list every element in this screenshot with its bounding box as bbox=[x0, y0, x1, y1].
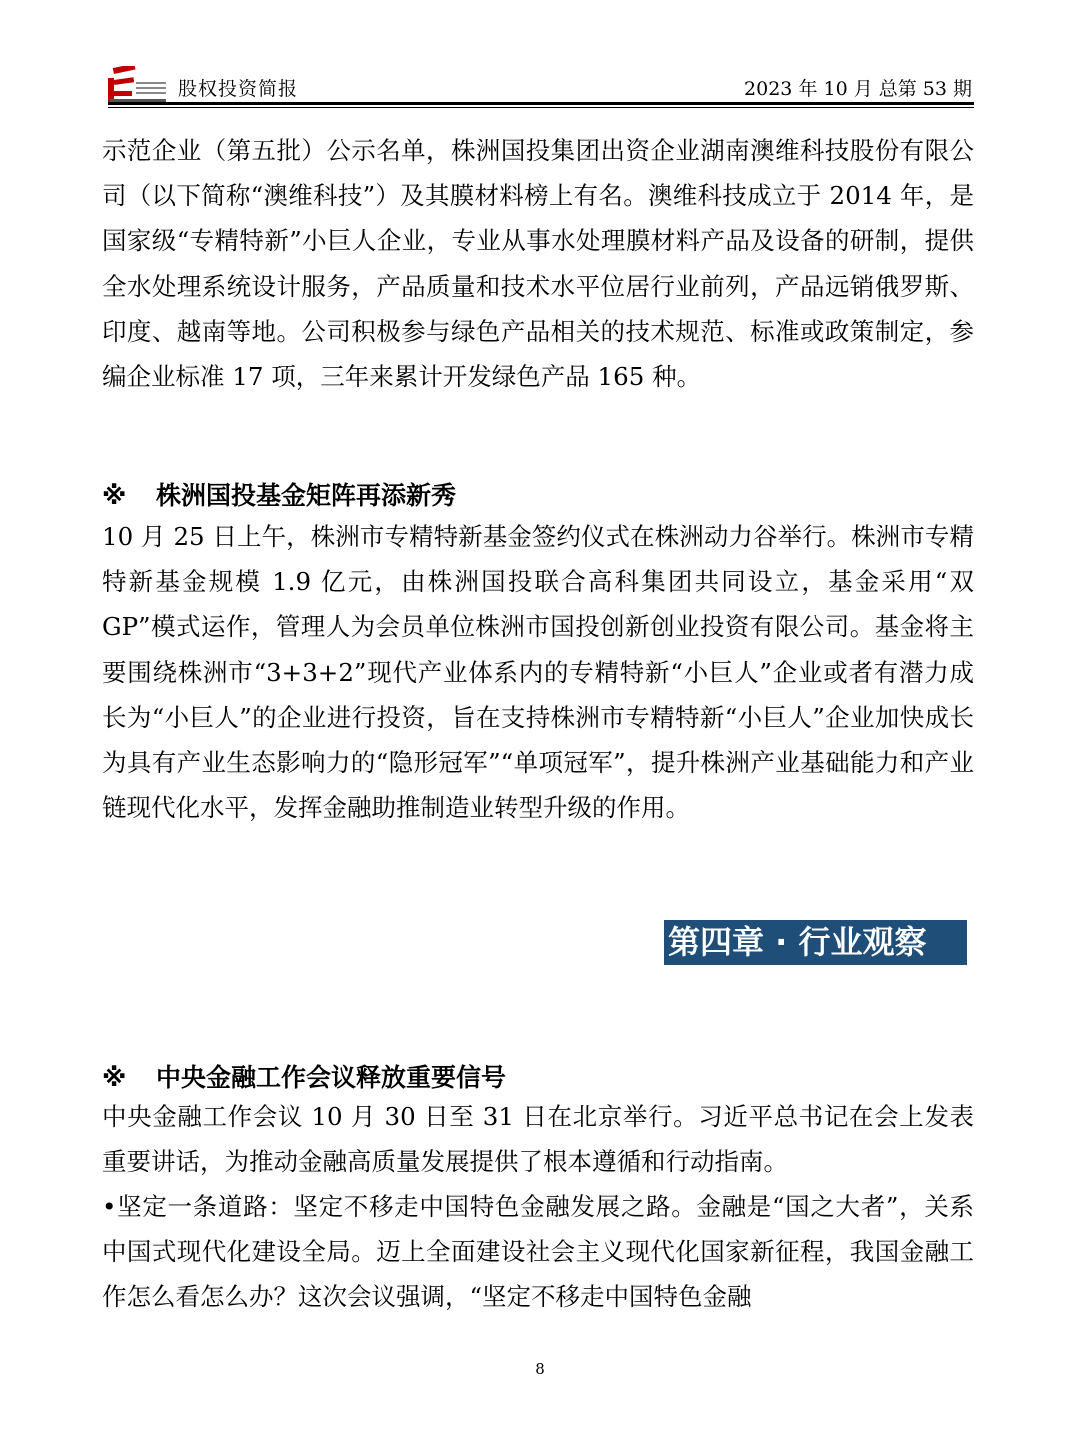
chapter-title-banner: 第四章 · 行业观察 bbox=[664, 920, 967, 965]
reference-mark: ※ bbox=[102, 1063, 127, 1092]
header-rule-thin bbox=[108, 107, 974, 108]
paragraph-fund: 10 月 25 日上午，株洲市专精特新基金签约仪式在株洲动力谷举行。株洲市专精特新基金规模 1.9 亿元，由株洲国投联合高科集团共同设立，基金采用“双 GP”模式运作，管理人为会员单位株洲市国投创新创业投资有限公司。基金将主要围绕株洲市“3+3+2”现代产业体系内的专精特新“小巨人”企业或者有潜力成长为“小巨人”的企业进行投资，旨在支持株洲市专精特新“小巨人”企业加快成长为具有产业生态影响力的“隐形冠军”“单项冠军”，提升株洲产业基础能力和产业链现代化水平，发挥金融助推制造业转型升级的作用。 bbox=[102, 522, 974, 823]
paragraph-conference: 中央金融工作会议 10 月 30 日至 31 日在北京举行。习近平总书记在会上发表重要讲话，为推动金融高质量发展提供了根本遵循和行动指南。 bbox=[102, 1102, 974, 1177]
paragraph-bullet-path: •坚定一条道路：坚定不移走中国特色金融发展之路。金融是“国之大者”，关系中国式现代化建设全局。迈上全面建设社会主义现代化国家新征程，我国金融工作怎么看怎么办？这次会议强调，“坚定不移走中国特色金融 bbox=[102, 1192, 974, 1312]
association-logo bbox=[108, 66, 168, 104]
page-header bbox=[0, 0, 1080, 108]
reference-mark: ※ bbox=[102, 481, 127, 510]
page-number: 8 bbox=[535, 1360, 545, 1378]
heading-text: 株洲国投基金矩阵再添新秀 bbox=[156, 481, 457, 510]
issue-date: 2023 年 10 月 总第 53 期 bbox=[744, 78, 972, 100]
header-rule bbox=[108, 102, 974, 105]
newsletter-title: 股权投资简报 bbox=[178, 78, 299, 100]
heading-text: 中央金融工作会议释放重要信号 bbox=[156, 1063, 507, 1092]
section-heading-conference bbox=[102, 1058, 506, 1094]
paragraph-aowei: 示范企业（第五批）公示名单，株洲国投集团出资企业湖南澳维科技股份有限公司（以下简称“澳维科技”）及其膜材料榜上有名。澳维科技成立于 2014 年，是国家级“专精特新”小巨人企业，专业从事水处理膜材料产品及设备的研制，提供全水处理系统设计服务，产品质量和技术水平位居行业前列，产品远销俄罗斯、印度、越南等地。公司积极参与绿色产品相关的技术规范、标准或政策制定，参编企业标准 17 项，三年来累计开发绿色产品 165 种。 bbox=[102, 136, 974, 392]
section-heading-fund bbox=[102, 476, 456, 512]
